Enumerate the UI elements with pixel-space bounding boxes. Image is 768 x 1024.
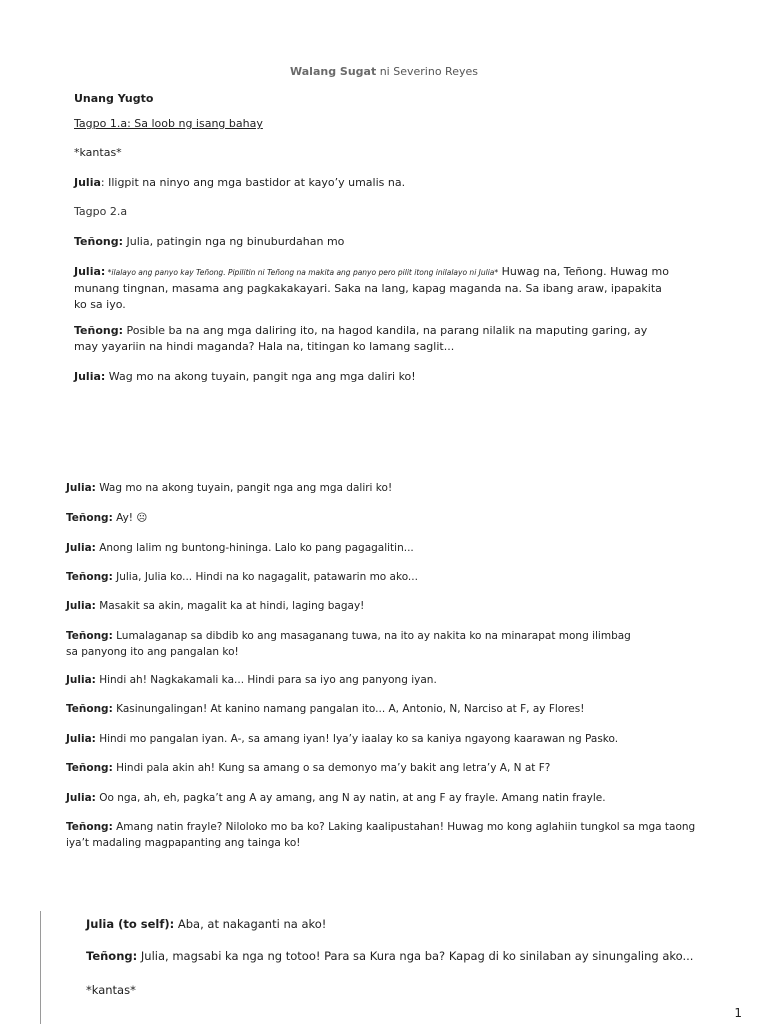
dialogue-line xyxy=(86,916,746,933)
dialogue-line xyxy=(74,264,674,313)
dialogue-text: Hindi mo pangalan iyan. A-, sa amang iyan! Iya’y iaalay ko sa kaniya ngayong kaarawan ng Pasko. xyxy=(95,733,619,745)
speaker-name: Julia (to self): xyxy=(86,917,175,931)
speaker-name: Teñong: xyxy=(66,703,113,715)
scene-heading-2: Tagpo 2.a xyxy=(74,205,128,218)
dialogue-line xyxy=(66,760,666,776)
page-number: 1 xyxy=(734,1006,742,1020)
dialogue-line xyxy=(66,628,636,660)
dialogue-line xyxy=(66,569,646,585)
dialogue-line xyxy=(74,369,674,385)
dialogue-text: Ay! ☹ xyxy=(112,512,148,524)
dialogue-text: Oo nga, ah, eh, pagka’t ang A ay amang, ang N ay natin, at ang F ay frayle. Amang natin frayle. xyxy=(95,792,606,804)
speaker-name: Teñong: xyxy=(74,235,123,248)
separator: : xyxy=(100,176,109,189)
dialogue-text: Julia, patingin nga ng binuburdahan mo xyxy=(123,235,345,248)
dialogue-line xyxy=(74,323,674,355)
speaker-name: Teñong: xyxy=(66,571,113,583)
speaker-name: Julia: xyxy=(66,542,96,554)
dialogue-text: Lumalaganap sa dibdib ko ang masaganang tuwa, na ito ay nakita ko na minarapat mong ilimbag sa panyong ito ang pangalan ko! xyxy=(66,630,631,658)
dialogue-text: Anong lalim ng buntong-hininga. Lalo ko pang pagagalitin... xyxy=(95,542,414,554)
speaker-name: Julia: xyxy=(66,792,96,804)
dialogue-line xyxy=(66,701,666,717)
dialogue-line xyxy=(66,540,646,556)
dialogue-text: Huwag na, Teñong. Huwag mo munang tingnan, masama ang pagkakakayari. Saka na lang, kapag maganda na. Sa ibang araw, ipapakita ko sa iyo. xyxy=(74,265,669,311)
stage-direction-kantas: *kantas* xyxy=(86,983,136,997)
speaker-name: Julia: xyxy=(66,482,96,494)
dialogue-line xyxy=(66,598,646,614)
dialogue-text: Wag mo na akong tuyain, pangit nga ang mga daliri ko! xyxy=(95,482,393,494)
dialogue-line xyxy=(66,819,696,851)
scene-heading-1: Tagpo 1.a: Sa loob ng isang bahay xyxy=(74,117,263,130)
speaker-name: Teñong: xyxy=(86,949,138,963)
speaker-name: Julia: xyxy=(74,370,106,383)
speaker-name: Julia: xyxy=(66,600,96,612)
dialogue-text: Hindi ah! Nagkakamali ka... Hindi para sa iyo ang panyong iyan. xyxy=(95,674,437,686)
document-title xyxy=(0,65,768,78)
dialogue-text: Iligpit na ninyo ang mga bastidor at kayo’y umalis na. xyxy=(108,176,406,189)
speaker-name: Teñong: xyxy=(66,821,113,833)
dialogue-line xyxy=(66,731,686,747)
dialogue-text: Wag mo na akong tuyain, pangit nga ang mga daliri ko! xyxy=(105,370,416,383)
margin-rule xyxy=(40,911,41,1024)
dialogue-line xyxy=(86,948,756,965)
speaker-name: Teñong: xyxy=(66,630,113,642)
stage-direction-kantas: *kantas* xyxy=(74,146,122,159)
dialogue-text: Masakit sa akin, magalit ka at hindi, laging bagay! xyxy=(95,600,365,612)
title-work: Walang Sugat xyxy=(290,65,377,78)
dialogue-text: Amang natin frayle? Niloloko mo ba ko? Laking kaalipustahan! Huwag mo kong aglahiin tungkol sa mga taong iya’t madaling magpapanting ang tainga ko! xyxy=(66,821,696,849)
speaker-name: Julia: xyxy=(74,265,106,278)
dialogue-line xyxy=(66,790,666,806)
dialogue-line xyxy=(66,672,646,688)
speaker-name: Julia xyxy=(74,176,101,189)
speaker-name: Julia: xyxy=(66,733,96,745)
speaker-name: Teñong: xyxy=(74,324,123,337)
speaker-name: Teñong: xyxy=(66,512,113,524)
act-heading: Unang Yugto xyxy=(74,92,154,105)
dialogue-text: Aba, at nakaganti na ako! xyxy=(174,917,327,931)
speaker-name: Julia: xyxy=(66,674,96,686)
dialogue-text: Julia, Julia ko... Hindi na ko nagagalit, patawarin mo ako... xyxy=(112,571,418,583)
dialogue-line xyxy=(66,480,646,496)
dialogue-line xyxy=(74,234,674,250)
dialogue-line xyxy=(66,510,646,526)
dialogue-text: Posible ba na ang mga daliring ito, na hagod kandila, na parang nilalik na maputing garing, ay may yayariin na hindi maganda? Hala na, titingan ko lamang saglit... xyxy=(74,324,648,353)
speaker-name: Teñong: xyxy=(66,762,113,774)
title-author: ni Severino Reyes xyxy=(376,65,478,78)
dialogue-text: Kasinungalingan! At kanino namang pangalan ito... A, Antonio, N, Narciso at F, ay Flores! xyxy=(112,703,585,715)
dialogue-text: Julia, magsabi ka nga ng totoo! Para sa Kura nga ba? Kapag di ko sinilaban ay sinungaling ako... xyxy=(137,949,694,963)
dialogue-text: Hindi pala akin ah! Kung sa amang o sa demonyo ma’y bakit ang letra’y A, N at F? xyxy=(112,762,551,774)
dialogue-line xyxy=(74,175,674,191)
stage-direction: *ilalayo ang panyo kay Teñong. Pipilitin ni Teñong na makita ang panyo pero pilit itong inilalayo ni Julia* xyxy=(105,268,499,277)
